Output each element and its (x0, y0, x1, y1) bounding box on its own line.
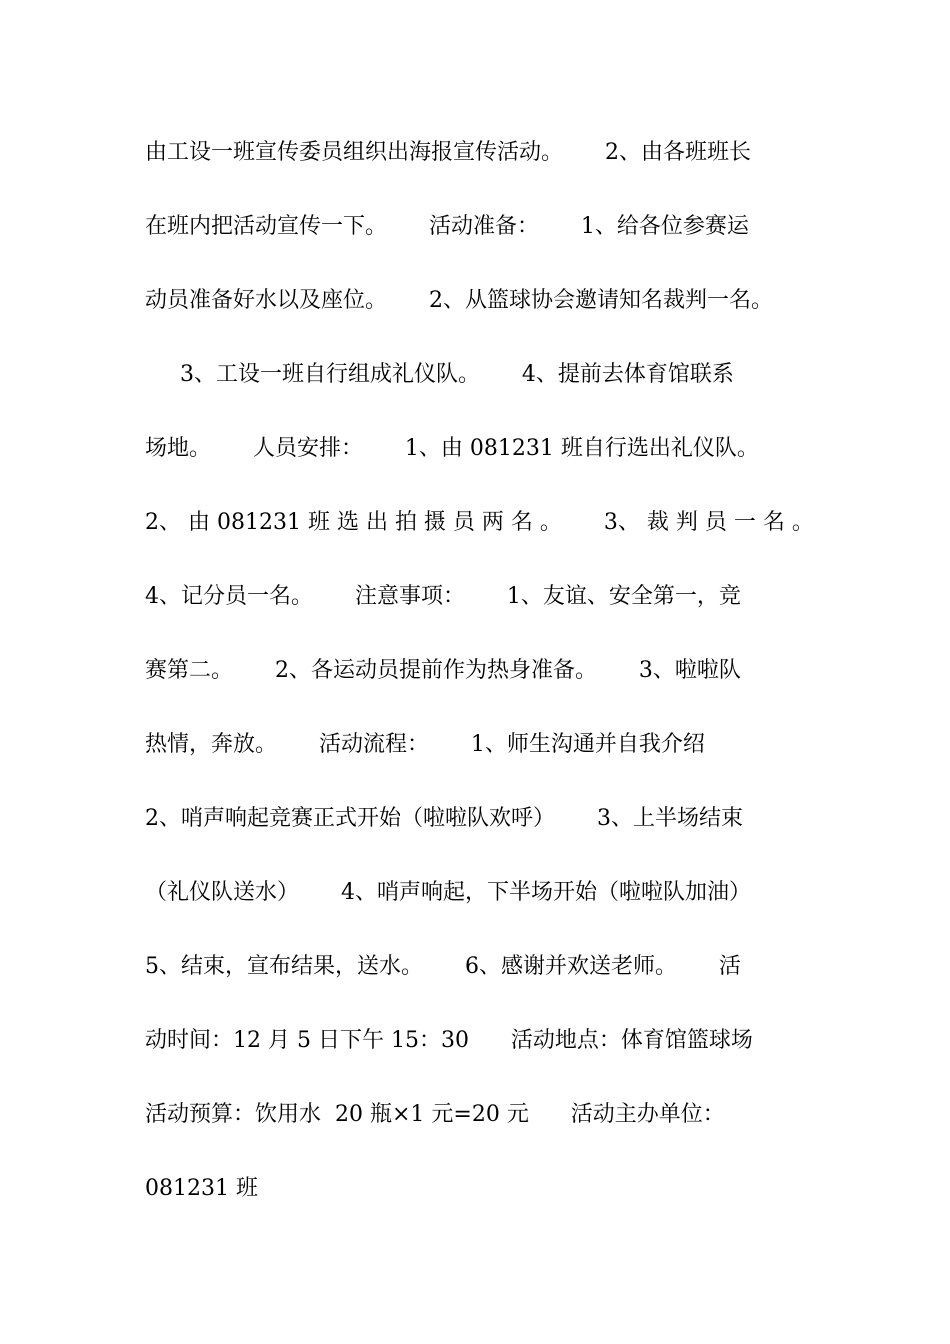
text-line: 5、结束，宣布结果，送水。 6、感谢并欢送老师。 活 (145, 954, 741, 979)
body-text (145, 133, 825, 1243)
text-line: 2、哨声响起竞赛正式开始（啦啦队欢呼） 3、上半场结束 (145, 806, 743, 831)
text-line: 动员准备好水以及座位。 2、从篮球协会邀请知名裁判一名。 (145, 288, 773, 313)
text-line: （礼仪队送水） 4、哨声响起，下半场开始（啦啦队加油） (145, 880, 751, 905)
text-line: 活动预算：饮用水 20 瓶×1 元=20 元 活动主办单位： (145, 1102, 725, 1127)
text-line: 4、记分员一名。 注意事项： 1、友谊、安全第一，竞 (145, 584, 741, 609)
text-line: 热情，奔放。 活动流程： 1、师生沟通并自我介绍 (145, 732, 705, 757)
text-line: 动时间：12 月 5 日下午 15：30 活动地点：体育馆篮球场 (145, 1028, 753, 1053)
text-line: 3、工设一班自行组成礼仪队。 4、提前去体育馆联系 (145, 362, 734, 387)
text-line: 赛第二。 2、各运动员提前作为热身准备。 3、啦啦队 (145, 658, 741, 683)
text-line: 2、 由 081231 班 选 出 拍 摄 员 两 名 。 3、 裁 判 员 一 名 。 (145, 510, 814, 535)
text-line: 场地。 人员安排： 1、由 081231 班自行选出礼仪队。 (145, 436, 759, 461)
text-line: 由工设一班宣传委员组织出海报宣传活动。 2、由各班班长 (145, 140, 751, 165)
text-line: 081231 班 (145, 1176, 258, 1201)
text-line: 在班内把活动宣传一下。 活动准备： 1、给各位参赛运 (145, 214, 749, 239)
